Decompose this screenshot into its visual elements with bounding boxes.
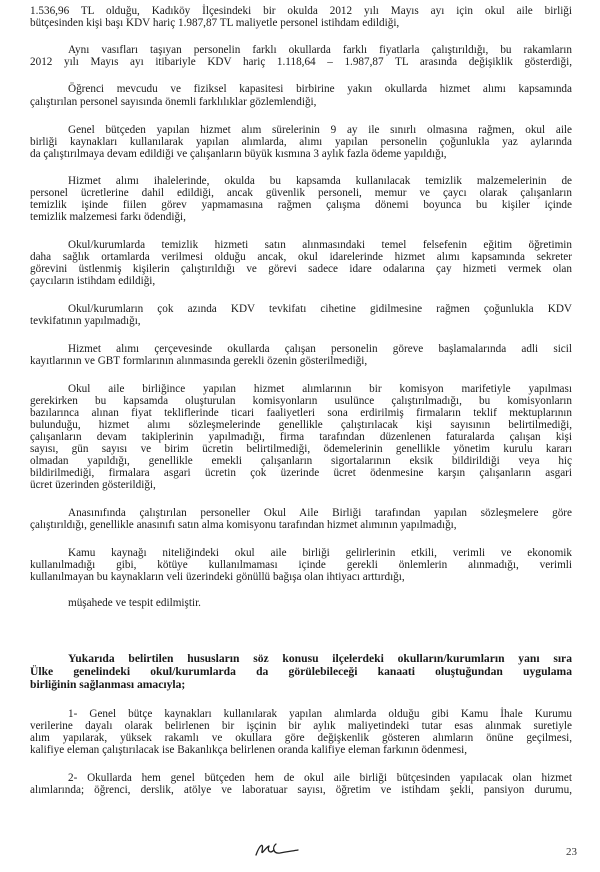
text-line: çalıştırıldığı, genellikle anasınıfı satın alma komisyonu tarafından hizmet alımının yapılmadığı, [30,519,457,531]
text-line: kalifiye eleman çalıştırılacak ise Bakanlıkça belirlenen oranda kalifiye eleman farkının ödenmesi, [30,744,468,756]
text-line: müşahede ve tespit edilmiştir. [68,597,201,609]
text-line: Ülke genelindeki okul/kurumlarda da görülebileceği kanaati oluştuğundan uygulama [30,665,572,678]
text-line: bütçesinden kişi başı KDV hariç 1.987,87 TL maliyetle personel istihdam edildiği, [30,17,400,29]
text-line: Anasınıfında çalıştırılan personeller Okul Aile Birliği tarafından yapılan sözleşmelere göre [68,507,572,519]
handwritten-initials-icon [252,838,302,860]
text-line: bazılarınca alınan fiyat tekliflerinde ticari faaliyetleri sona erdirilmiş firmaların teklif mektuplarının [30,407,572,419]
text-line: 2012 yılı Mayıs ayı itibariyle KDV hariç 1.118,64 – 1.987,87 TL arasında değişiklik gösterdiği, [30,56,572,68]
text-line: gerekirken bu kapsamda oluşturulan komisyonların usulünce çalıştırılmadığı, bu komisyonların [30,395,572,407]
text-line: birliğinin sağlanması amacıyla; [30,678,186,691]
text-line: Aynı vasıfları taşıyan personelin farklı okullarda farklı fiyatlarla çalıştırıldığı, bu rakamların [68,44,572,56]
text-line: birliği kaynakları kullanılarak yapılan alımlarda, alımı yapılan personelin çoğunlukla yaz aylarında [30,136,572,148]
text-line: Hizmet alımı ihalelerinde, okulda bu kapsamda kullanılacak temizlik malzemelerinin de [68,175,572,187]
text-line: Öğrenci mevcudu ve fiziksel kapasitesi birbirine yakın okullarda hizmet alımı kapsamında [68,83,572,95]
text-line: çaycıların istihdam edildiği, [30,275,156,287]
text-line: sayısı, gün sayısı ve birim ücretin belirtilmediği, ödemelerinin genellikle yönetim kurulu kararı [30,443,572,455]
text-line: Okul aile birliğince yapılan hizmet alımlarının bir komisyon marifetiyle yapılması [68,383,572,395]
text-line: kayıtlarının ve GBT formlarının alınmasında gerekli özenin gösterilmediği, [30,355,368,367]
text-line: 1.536,96 TL olduğu, Kadıköy İlçesindeki bir okulda 2012 yılı Mayıs ayı için okul aile birliği [30,5,572,17]
text-line: Hizmet alımı çerçevesinde okullarda çalışan personelin göreve başlamalarında adli sicil [68,343,572,355]
text-line: personel ücretlerine dahil edildiği, ancak güvenlik personeli, memur ve çaycı olarak çalışanların [30,187,572,199]
text-line: Okul/kurumlarda temizlik hizmeti satın alınmasındaki temel felsefenin eğitim öğretimin [68,239,572,251]
text-line: verilerine dayalı olarak belirlenen bir işçinin bir aylık maliyetindeki tutar esas alınmak suretiyle [30,720,572,732]
text-line: olmadan yapıldığı, genellikle emekli çalışanların sigortalarının eksik bildirildiği veya hiç [30,455,572,467]
text-line: temizlik işinde fiilen görev yapmamasına rağmen çalışma dönemi boyunca bu kişiler içinde [30,199,572,211]
text-line: alımlarında; öğrenci, derslik, atölye ve laboratuar sayısı, öğretim ve istihdam şekli, pansiyon durumu, [30,784,572,796]
text-line: ücret üzerinden gösterildiği, [30,479,156,491]
text-line: tevkifatının yapılmadığı, [30,315,141,327]
text-line: Genel bütçeden yapılan hizmet alım sürelerinin 9 ay ile sınırlı olmasına rağmen, okul aile [68,124,572,136]
text-line: bulunduğu, hizmet alımı sözleşmelerinde genellikle çalıştırılacak kişi sayısının belirtilmediği, [30,419,572,431]
text-line: temizlik malzemesi farkı ödendiği, [30,211,186,223]
text-line: kullanılmayan bu kaynakların veli üzerindeki gönüllü bağışa olan ihtiyacı arttırdığı, [30,571,405,583]
page-number: 23 [566,846,577,858]
text-line: kullanılmadığı gibi, kötüye kullanılmaması içinde gerekli önlemlerin alınmadığı, verimli [30,559,572,571]
text-line: Kamu kaynağı niteliğindeki okul aile birliği gelirlerinin etkili, verimli ve ekonomik [68,547,572,559]
text-line: Okul/kurumların çok azında KDV tevkifatı cihetine gidilmesine rağmen çoğunlukla KDV [68,303,572,315]
text-line: Yukarıda belirtilen hususların söz konusu ilçelerdeki okulların/kurumların yanı sıra [68,652,572,665]
text-line: daha sağlık ortamlarda verilmesi olduğu ancak, okul idarelerinde hizmet alımı kapsamında sekreter [30,251,572,263]
text-line: 2- Okullarda hem genel bütçeden hem de okul aile birliği bütçesinden yapılacak olan hizmet [68,772,572,784]
text-line: da çalıştırılmaya devam edildiği ve çalışanların büyük kısmına 3 aylık fazla ödeme yapıldığı, [30,148,447,160]
text-line: çalışanların devam takiplerinin yapılmadığı, firma tarafından düzenlenen faturalarda çalışan kişi [30,431,572,443]
text-line: 1- Genel bütçe kaynakları kullanılarak yapılan alımlarda olduğu gibi Kamu İhale Kurumu [68,708,572,720]
text-line: çalıştırılan personel sayısında önemli farklılıklar gözlemlendiği, [30,96,317,108]
text-line: görevini üstlenmiş kişilerin çalıştırıldığı ve görevi sadece idare odalarına çay hizmeti vermek olan [30,263,572,275]
text-line: bildirilmediği, firmalara asgari ücretin çok üzerinde ücret ödenmesine karşın çalışanların asgari [30,467,572,479]
text-line: alım yapılarak, yüksek rakamlı ve okullara göre değişkenlik gösteren alımların önüne geçilmesi, [30,732,572,744]
